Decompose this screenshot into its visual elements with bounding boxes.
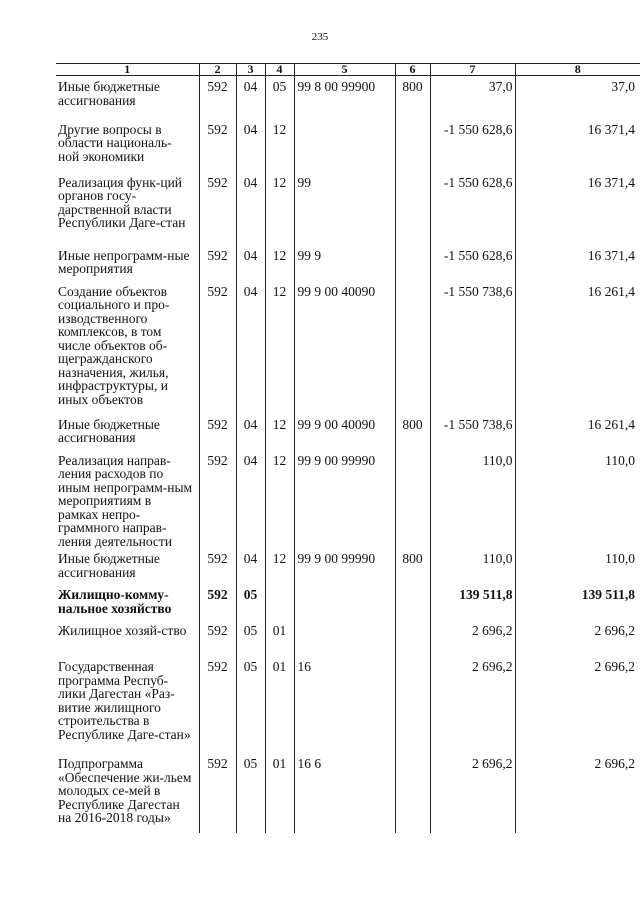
- row-change-amount-cell: -1 550 738,6: [430, 414, 515, 450]
- row-name-cell: Другие вопросы в области националь-ной экономики: [58, 121, 172, 164]
- table-row: [56, 548, 640, 584]
- row-code-cell: 592: [199, 548, 236, 584]
- table-row: [56, 620, 640, 656]
- row-expense-type-cell: [395, 119, 430, 172]
- column-header: 6: [395, 64, 430, 76]
- row-target-article-cell: 16 6: [294, 753, 395, 833]
- column-header: 8: [515, 64, 640, 76]
- row-target-article-cell: 99 9 00 40090: [294, 281, 395, 414]
- table-row: [56, 172, 640, 245]
- table-row: [56, 414, 640, 450]
- row-subsection-cell: 05: [265, 76, 294, 119]
- row-total-amount-cell: 110,0: [515, 450, 640, 549]
- row-target-article-cell: [294, 584, 395, 620]
- row-expense-type-cell: [395, 281, 430, 414]
- row-code-cell: 592: [199, 753, 236, 833]
- row-expense-type-cell: 800: [395, 76, 430, 119]
- row-code-cell: 592: [199, 119, 236, 172]
- page-number: 235: [311, 31, 329, 43]
- row-name-cell: Подпрограмма «Обеспечение жи-льем молодых се-мей в Республике Дагестан на 2016-2018 годы»: [58, 756, 192, 825]
- row-total-amount-cell: 139 511,8: [515, 584, 640, 620]
- row-total-amount-cell: 110,0: [515, 548, 640, 584]
- table-header-row: [56, 64, 640, 76]
- row-subsection-cell: 12: [265, 245, 294, 281]
- column-header: 5: [294, 64, 395, 76]
- row-section-cell: 05: [236, 656, 265, 753]
- row-expense-type-cell: [395, 450, 430, 549]
- row-name-cell: Иные бюджетные ассигнования: [58, 79, 160, 108]
- row-target-article-cell: 99: [294, 172, 395, 245]
- budget-table: [56, 63, 640, 833]
- table-row: [56, 753, 640, 833]
- column-header: 2: [199, 64, 236, 76]
- row-change-amount-cell: 37,0: [430, 76, 515, 119]
- row-subsection-cell: 01: [265, 656, 294, 753]
- row-total-amount-cell: 16 261,4: [515, 281, 640, 414]
- row-target-article-cell: 99 9 00 40090: [294, 414, 395, 450]
- row-total-amount-cell: 2 696,2: [515, 620, 640, 656]
- row-section-cell: 04: [236, 548, 265, 584]
- row-section-cell: 04: [236, 245, 265, 281]
- row-change-amount-cell: 2 696,2: [430, 656, 515, 753]
- row-code-cell: 592: [199, 172, 236, 245]
- row-subsection-cell: 01: [265, 620, 294, 656]
- row-total-amount-cell: 2 696,2: [515, 753, 640, 833]
- row-change-amount-cell: 2 696,2: [430, 753, 515, 833]
- table-row: [56, 245, 640, 281]
- table-row: [56, 450, 640, 549]
- row-code-cell: 592: [199, 450, 236, 549]
- row-code-cell: 592: [199, 245, 236, 281]
- row-name-cell: Создание объектов социального и про-изводственного комплексов, в том числе объектов об-щегражданского назначения, жилья, инфраструктуры, и иных объектов: [58, 283, 170, 407]
- row-total-amount-cell: 16 371,4: [515, 245, 640, 281]
- row-expense-type-cell: [395, 620, 430, 656]
- row-subsection-cell: 12: [265, 281, 294, 414]
- row-expense-type-cell: [395, 172, 430, 245]
- row-name-cell: Иные непрограмм-ные мероприятия: [58, 247, 190, 276]
- row-expense-type-cell: [395, 753, 430, 833]
- row-section-cell: 04: [236, 281, 265, 414]
- row-section-cell: 04: [236, 414, 265, 450]
- row-target-article-cell: 99 9: [294, 245, 395, 281]
- row-name-cell: Иные бюджетные ассигнования: [58, 416, 160, 445]
- row-section-cell: 05: [236, 584, 265, 620]
- row-change-amount-cell: 2 696,2: [430, 620, 515, 656]
- row-code-cell: 592: [199, 76, 236, 119]
- table-row: [56, 76, 640, 119]
- row-total-amount-cell: 16 371,4: [515, 172, 640, 245]
- row-target-article-cell: 99 8 00 99900: [294, 76, 395, 119]
- row-section-cell: 04: [236, 450, 265, 549]
- row-name-cell: Жилищное хозяй-ство: [58, 623, 187, 638]
- row-section-cell: 05: [236, 753, 265, 833]
- table-row: [56, 656, 640, 753]
- row-subsection-cell: 12: [265, 450, 294, 549]
- row-subsection-cell: 01: [265, 753, 294, 833]
- row-expense-type-cell: [395, 656, 430, 753]
- row-section-cell: 05: [236, 620, 265, 656]
- row-expense-type-cell: 800: [395, 414, 430, 450]
- row-change-amount-cell: 139 511,8: [430, 584, 515, 620]
- row-subsection-cell: 12: [265, 119, 294, 172]
- table-row: [56, 584, 640, 620]
- row-code-cell: 592: [199, 281, 236, 414]
- table-row: [56, 281, 640, 414]
- row-change-amount-cell: -1 550 628,6: [430, 119, 515, 172]
- row-target-article-cell: 16: [294, 656, 395, 753]
- row-subsection-cell: 12: [265, 548, 294, 584]
- row-expense-type-cell: [395, 584, 430, 620]
- row-name-cell: Жилищно-комму-нальное хозяйство: [58, 587, 172, 616]
- row-change-amount-cell: 110,0: [430, 450, 515, 549]
- column-header: 7: [430, 64, 515, 76]
- column-header: 1: [56, 64, 199, 76]
- row-subsection-cell: 12: [265, 414, 294, 450]
- row-subsection-cell: [265, 584, 294, 620]
- row-name-cell: Иные бюджетные ассигнования: [58, 551, 160, 580]
- row-name-cell: Реализация функ-ций органов госу-дарственной власти Республики Даге-стан: [58, 174, 186, 230]
- row-section-cell: 04: [236, 172, 265, 245]
- table-row: [56, 119, 640, 172]
- row-expense-type-cell: 800: [395, 548, 430, 584]
- row-change-amount-cell: -1 550 738,6: [430, 281, 515, 414]
- row-target-article-cell: [294, 620, 395, 656]
- row-subsection-cell: 12: [265, 172, 294, 245]
- row-code-cell: 592: [199, 584, 236, 620]
- column-header: 3: [236, 64, 265, 76]
- row-change-amount-cell: 110,0: [430, 548, 515, 584]
- row-target-article-cell: 99 9 00 99990: [294, 548, 395, 584]
- row-total-amount-cell: 37,0: [515, 76, 640, 119]
- row-change-amount-cell: -1 550 628,6: [430, 245, 515, 281]
- row-target-article-cell: [294, 119, 395, 172]
- row-name-cell: Реализация направ-ления расходов по иным непрограмм-ным мероприятиям в рамках непро-граммного направ-ления деятельности: [58, 452, 193, 549]
- table-body: [56, 76, 640, 834]
- row-code-cell: 592: [199, 656, 236, 753]
- row-expense-type-cell: [395, 245, 430, 281]
- row-section-cell: 04: [236, 119, 265, 172]
- row-total-amount-cell: 16 261,4: [515, 414, 640, 450]
- row-total-amount-cell: 16 371,4: [515, 119, 640, 172]
- row-target-article-cell: 99 9 00 99990: [294, 450, 395, 549]
- column-header: 4: [265, 64, 294, 76]
- row-section-cell: 04: [236, 76, 265, 119]
- row-total-amount-cell: 2 696,2: [515, 656, 640, 753]
- row-name-cell: Государственная программа Респуб-лики Дагестан «Раз-витие жилищного строительства в Республике Даге-стан»: [58, 659, 191, 742]
- row-code-cell: 592: [199, 620, 236, 656]
- row-change-amount-cell: -1 550 628,6: [430, 172, 515, 245]
- row-code-cell: 592: [199, 414, 236, 450]
